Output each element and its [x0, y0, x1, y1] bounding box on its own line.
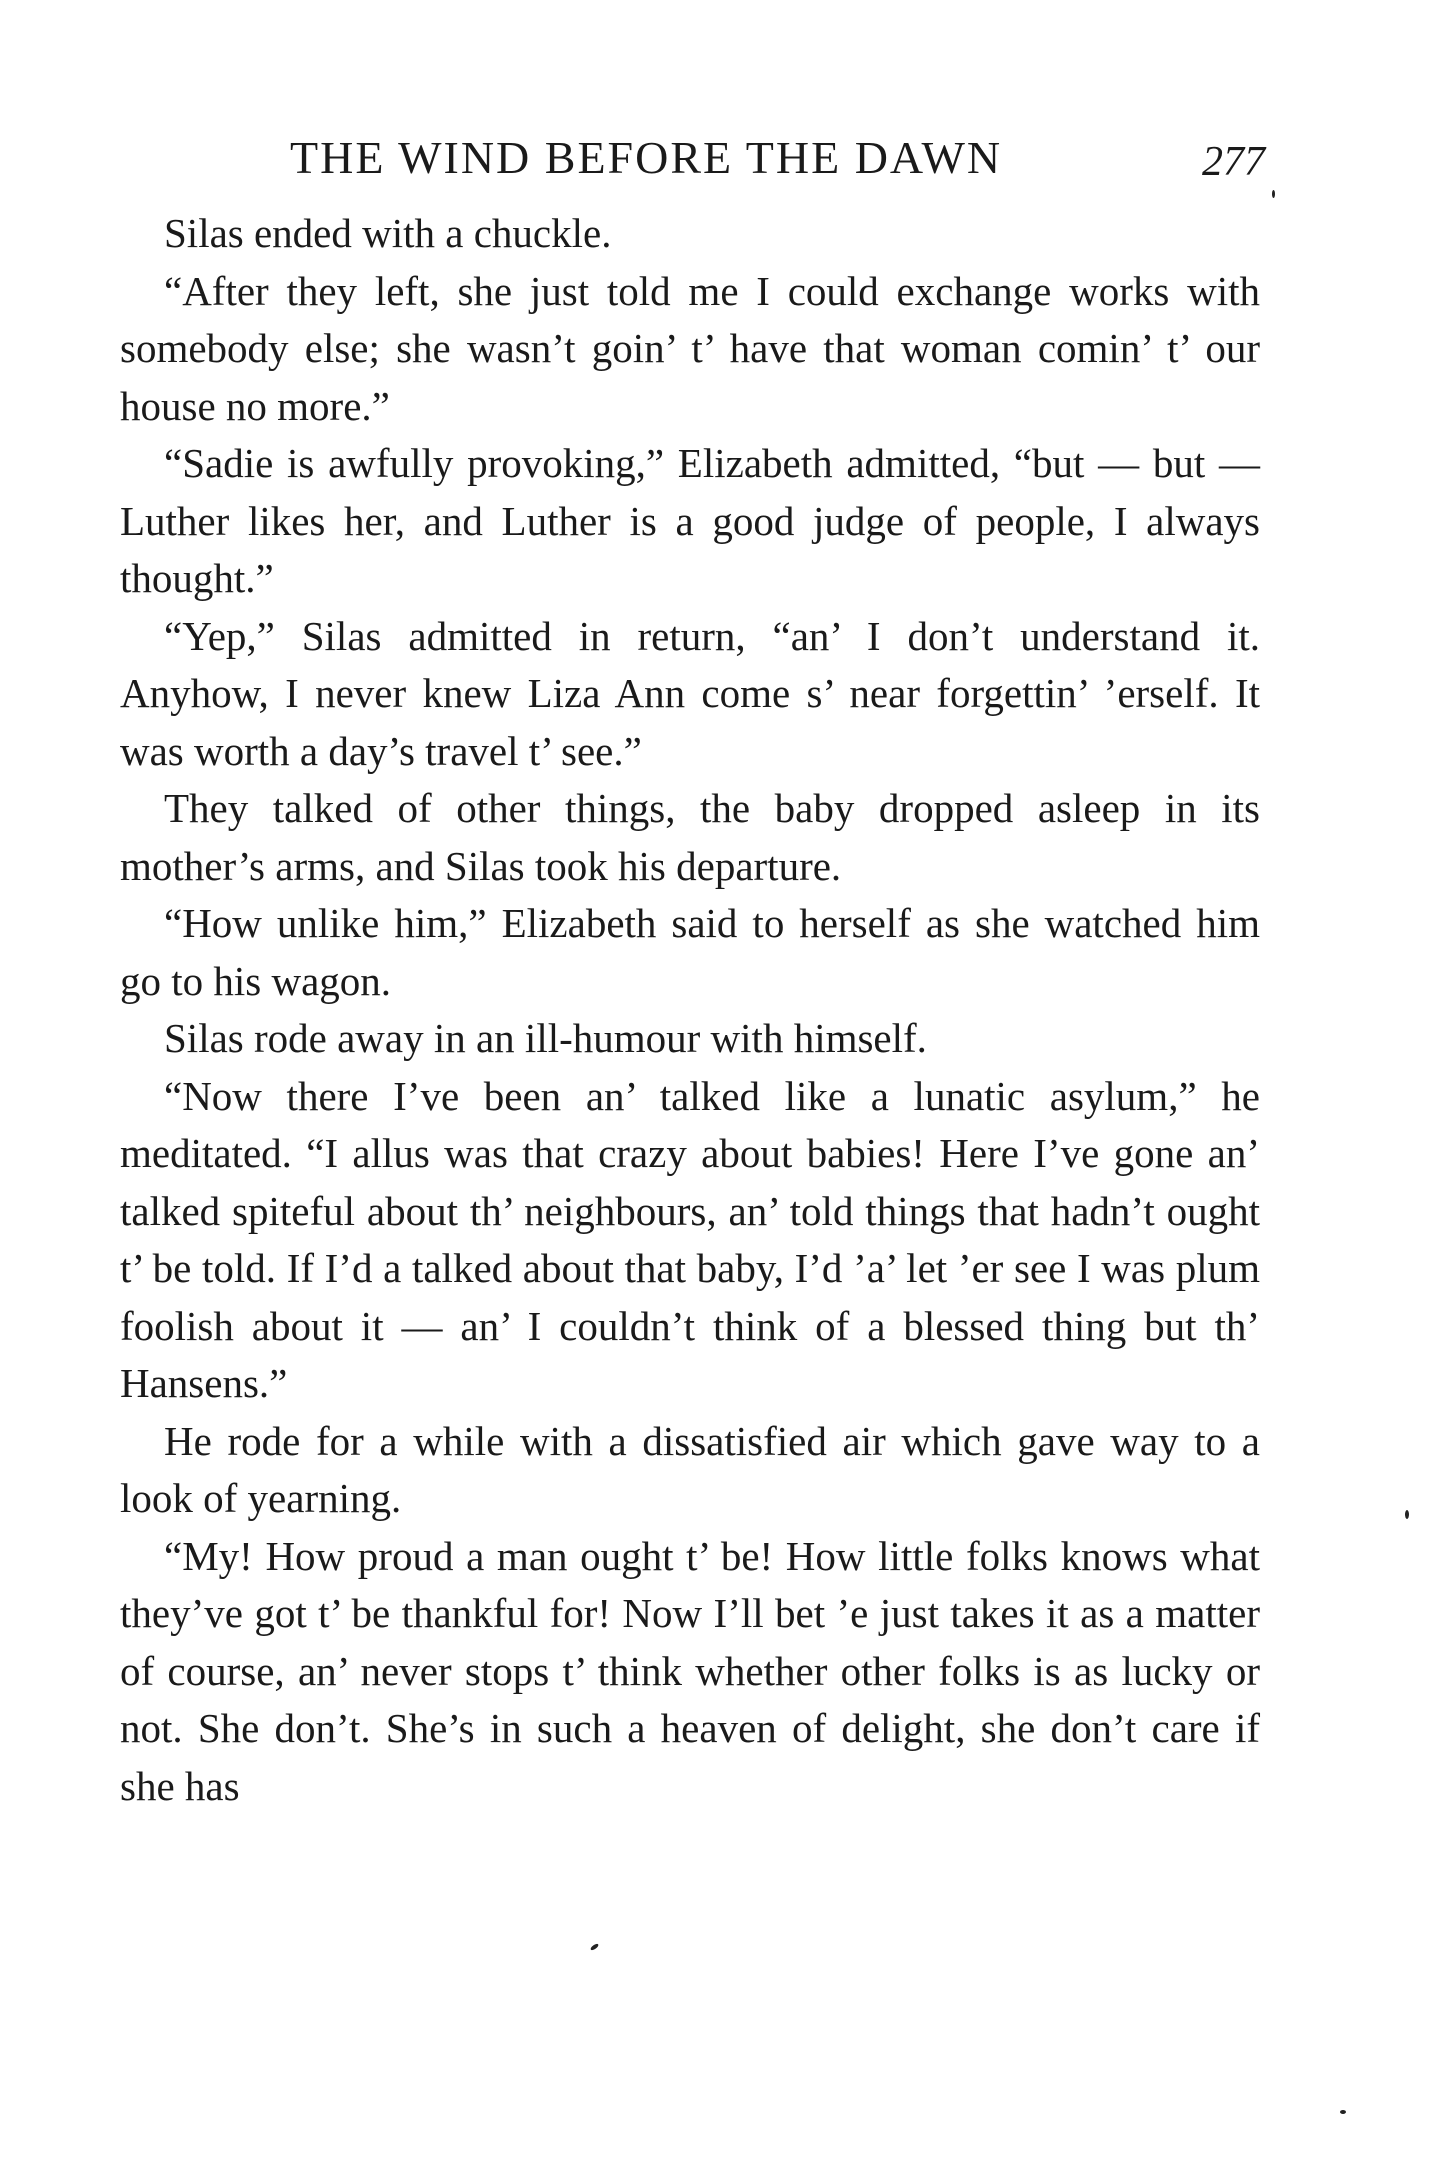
- print-speck: [1405, 1510, 1409, 1519]
- print-speck: [1272, 190, 1275, 198]
- paragraph: Silas ended with a chuckle.: [164, 210, 612, 256]
- paragraph: He rode for a while with a dissatisfied air which gave way to a look of yearning.: [120, 1417, 1260, 1521]
- paragraph: “How unlike him,” Elizabeth said to herself as she watched him go to his wagon.: [120, 900, 1260, 1004]
- paragraph: “My! How proud a man ought t’ be! How little folks knows what they’ve got t’ be thankful for! Now I’ll bet ’e just takes it as a matter of course, an’ never stops t’ think whether other folks is as lucky or not. She don’t. She’s in such a heaven of delight, she don’t care if she has: [120, 1532, 1260, 1809]
- page-number: 277: [1202, 139, 1265, 185]
- paragraph: Silas rode away in an ill-humour with himself.: [164, 1015, 927, 1061]
- paragraph: “Now there I’ve been an’ talked like a lunatic asylum,” he meditated. “I allus was that crazy about babies! Here I’ve gone an’ talked spiteful about th’ neighbours, an’ told things that hadn’t ought t’ be told. If I’d a talked about that baby, I’d ’a’ let ’er see I was plum foolish about it — an’ I couldn’t think of a blessed thing but th’ Hansens.”: [120, 1072, 1260, 1406]
- body-text: [120, 205, 1260, 1815]
- paragraph: “Yep,” Silas admitted in return, “an’ I don’t understand it. Anyhow, I never knew Liza Ann come s’ near forgettin’ ’erself. It was worth a day’s travel t’ see.”: [120, 612, 1260, 774]
- running-head: [290, 128, 1265, 188]
- print-speck: [590, 1943, 600, 1951]
- paragraph: “Sadie is awfully provoking,” Elizabeth admitted, “but — but — Luther likes her, and Luther is a good judge of people, I always thought.”: [120, 440, 1260, 601]
- running-title: THE WIND BEFORE THE DAWN: [290, 132, 1003, 183]
- paragraph: “After they left, she just told me I could exchange works with somebody else; she wasn’t goin’ t’ have that woman comin’ t’ our house no more.”: [120, 267, 1260, 429]
- paragraph: They talked of other things, the baby dropped asleep in its mother’s arms, and Silas took his departure.: [120, 785, 1260, 889]
- print-speck: [1340, 2110, 1346, 2114]
